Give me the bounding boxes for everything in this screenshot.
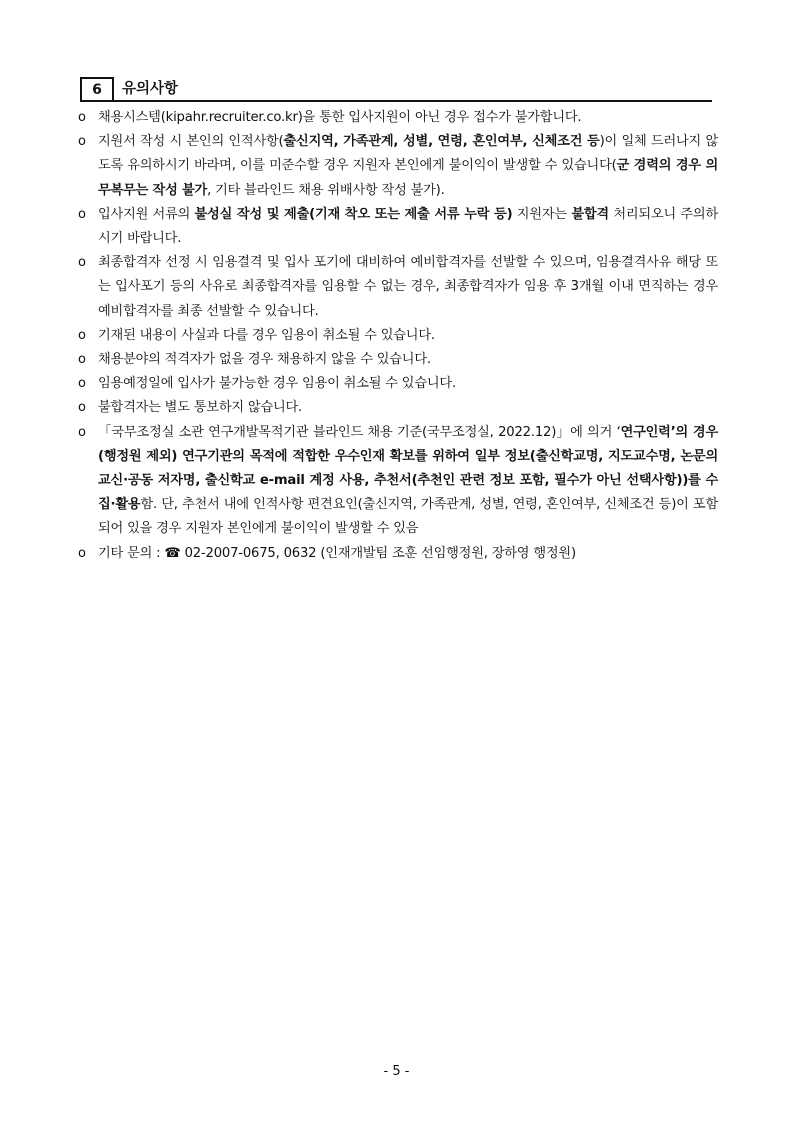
bold-text: 출신지역, 가족관계, 성별, 연령, 혼인여부, 신체조건 등 — [283, 134, 600, 150]
item-text: 기타 문의 : ☎ 02-2007-0675, 0632 (인재개발팀 조훈 선임행정원, 장하영 행정원) — [98, 545, 576, 561]
bullet-icon: o — [78, 376, 86, 392]
bold-text: 불합격 — [571, 206, 609, 222]
bullet-icon: o — [78, 134, 86, 150]
item-text: , 기타 블라인드 채용 위배사항 작성 불가). — [207, 182, 445, 198]
bullet-icon: o — [78, 255, 86, 271]
notice-item — [78, 348, 718, 372]
bullet-icon: o — [78, 545, 86, 561]
notice-list — [78, 106, 718, 566]
item-text: 지원자는 — [512, 206, 572, 222]
item-text: 입사지원 서류의 — [98, 206, 195, 222]
notice-item — [78, 324, 718, 348]
item-text: 「국무조정실 소관 연구개발목적기관 블라인드 채용 기준(국무조정실, 2022.12)」에 의거 ‘ — [98, 424, 621, 440]
item-text: 채용분야의 적격자가 없을 경우 채용하지 않을 수 있습니다. — [98, 352, 431, 368]
notice-item — [78, 130, 718, 203]
item-text: 임용예정일에 입사가 불가능한 경우 임용이 취소될 수 있습니다. — [98, 376, 456, 392]
notice-item — [78, 421, 718, 542]
bullet-icon: o — [78, 400, 86, 416]
page-number: - 5 - — [383, 1064, 410, 1079]
notice-item — [78, 372, 718, 396]
item-text: )이 일체 드러나지 않도록 유의하시기 바라며, 이를 미준수할 경우 지원자 본인에게 불이익이 발생할 수 있습니다( — [98, 134, 719, 174]
notice-item — [78, 542, 718, 566]
item-text: 기재된 내용이 사실과 다를 경우 임용이 취소될 수 있습니다. — [98, 327, 435, 343]
item-text: 처리되오니 주의하시기 바랍니다. — [98, 206, 719, 247]
notice-item — [78, 251, 718, 324]
section-number: 6 — [80, 77, 114, 100]
bullet-icon: o — [78, 424, 86, 440]
item-text: 지원서 작성 시 본인의 인적사항( — [98, 134, 284, 150]
bold-text: 연구인력’의 경우(행정원 제외) 연구기관의 목적에 적합한 우수인재 확보를 위하여 일부 정보(출신학교명, 지도교수명, 논문의 교신·공동 저자명, 출신학교 e-mail 계정 사용, 추천서(추천인 관련 정보 포함, 필수가 아닌 선택사항))를 수집·활용 — [98, 424, 718, 513]
item-text: 함. 단, 추천서 내에 인적사항 편견요인(출신지역, 가족관계, 성별, 연령, 혼인여부, 신체조건 등)이 포함되어 있을 경우 지원자 본인에게 불이익이 발생할 수 있음 — [98, 497, 718, 537]
item-text: 채용시스템(kipahr.recruiter.co.kr)을 통한 입사지원이 아닌 경우 접수가 불가합니다. — [98, 110, 582, 125]
item-text: 불합격자는 별도 통보하지 않습니다. — [98, 400, 303, 416]
notice-item — [78, 396, 718, 420]
bullet-icon: o — [78, 352, 86, 368]
bold-text: 불성실 작성 및 제출(기재 착오 또는 제출 서류 누락 등) — [194, 206, 513, 222]
bold-text: 군 경력의 경우 의무복무는 작성 불가 — [98, 158, 718, 198]
item-text: 최종합격자 선정 시 임용결격 및 입사 포기에 대비하여 예비합격자를 선발할 수 있으며, 임용결격사유 해당 또는 입사포기 등의 사유로 최종합격자를 임용할 수 없는 경우, 최종합격자가 임용 후 3개월 이내 면직하는 경우 예비합격자를 최종 선발할 수 있습니다. — [98, 255, 718, 319]
bullet-icon: o — [78, 206, 86, 222]
section-header — [80, 76, 712, 102]
notice-item — [78, 203, 718, 251]
bullet-icon: o — [78, 110, 86, 125]
bullet-icon: o — [78, 327, 86, 343]
notice-item — [78, 106, 718, 130]
section-title: 유의사항 — [122, 81, 179, 97]
